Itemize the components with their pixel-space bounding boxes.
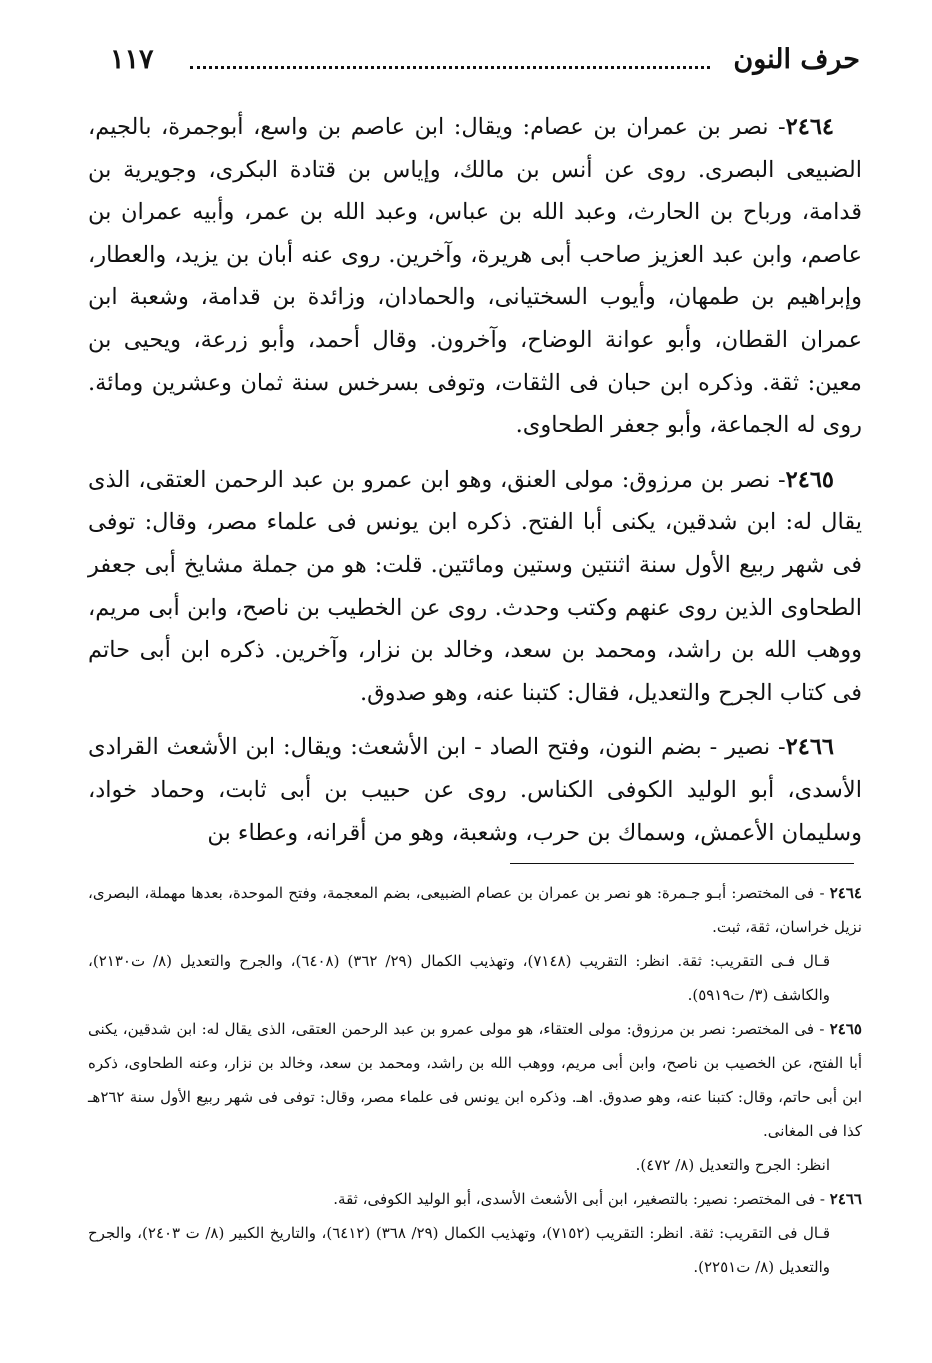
footnote-text: قـال فـى التقريب: ثقة. انظر: التقريب (٧١٤٨)، وتهذيب الكمال (٢٩/ ٣٦٢) (٦٤٠٨)، والجرح والتعديل (٨/ ت٢١٣٠)، والكاشف (٣/ ت٥٩١٩). <box>88 952 831 1004</box>
entry-2465 <box>88 459 862 715</box>
footnote-2465 <box>88 1012 862 1148</box>
main-text <box>88 106 862 866</box>
footnote-2464 <box>88 876 862 944</box>
chapter-title: حرف النون <box>733 44 860 75</box>
entry-number: ٢٤٦٥ <box>785 466 834 493</box>
footnote-2466-refs <box>88 1216 862 1284</box>
footnotes <box>88 876 862 1284</box>
entry-number: ٢٤٦٤ <box>785 114 834 140</box>
footnote-text: انظر: الجرح والتعديل (٨/ ٤٧٢). <box>635 1156 830 1174</box>
entry-number: ٢٤٦٦ <box>785 734 834 761</box>
footnote-number: ٢٤٦٤ <box>829 884 862 902</box>
dotted-leader <box>190 66 710 69</box>
footnote-2466 <box>88 1182 862 1216</box>
footnote-number: ٢٤٦٦ <box>829 1190 862 1208</box>
entry-text: - نصر بن عمران بن عصام: ويقال: ابن عاصم بن واسع، أبوجمرة، بالجيم، الضبيعى البصرى. روى عن أنس بن مالك، وإياس بن قتادة البكرى، وجويرية بن قدامة، ورباح بن الحارث، وعبد الله بن عباس، وعبد الله بن عمر، وأبيه عمران بن عاصم، وابن عبد العزيز صاحب أبى هريرة، وآخرين. روى عنه أبان بن يزيد، والعطار، وإبراهيم بن طمهان، وأيوب السختيانى، والحمادان، وزائدة بن قدامة، وشعبة ابن عمران القطان، وأبو عوانة الوضاح، وآخرون. وقال أحمد، وأبو زرعة، ويحيى بن معين: ثقة. وذكره ابن حبان فى الثقات، وتوفى بسرخس سنة ثمان وعشرين ومائة. روى له الجماعة، وأبو جعفر الطحاوى. <box>88 114 862 439</box>
footnote-2464-refs <box>88 944 862 1012</box>
footnote-number: ٢٤٦٥ <box>829 1020 862 1038</box>
page-number: ١١٧ <box>110 44 154 75</box>
entry-2464 <box>88 106 862 447</box>
footnote-separator <box>510 863 854 864</box>
entry-text: - نصر بن مرزوق: مولى العنق، وهو ابن عمرو بن عبد الرحمن العتقى، الذى يقال له: ابن شدقين، يكنى أبا الفتح. ذكره ابن يونس فى علماء مصر، وقال: توفى فى شهر ربيع الأول سنة اثنتين وستين ومائتين. قلت: هو من جملة مشايخ أبى جعفر الطحاوى الذين روى عنهم وكتب وحدث. روى عن الخطيب بن ناصح، وابن أبى مريم، ووهب الله بن راشد، ومحمد بن سعد، وخالد بن نزار، وآخرين. ذكره ابن أبى حاتم فى كتاب الجرح والتعديل، فقال: كتبنا عنه، وهو صدوق. <box>88 466 862 706</box>
running-header <box>110 44 860 84</box>
footnote-text: - فى المختصر: نصر بن مرزوق: مولى العتقاء، هو مولى عمرو بن عبد الرحمن العتقى، الذى يقال له: ابن شدقين، يكنى أبا الفتح، عن الخصيب بن ناصح، وابن أبى مريم، ووهب الله بن راشد، ومحمد بن سعد، وخالد بن نزار، وعنه الطحاوى، ذكره ابن أبى حاتم، وقال: كتبنا عنه، وهو صدوق. اهـ. وذكره ابن يونس فى علماء مصر، وقال: توفى فى شهر ربيع الأول سنة ٢٦٢هـ كذا فى المغانى. <box>88 1020 862 1140</box>
footnote-text: قـال فى التقريب: ثقة. انظر: التقريب (٧١٥٢)، وتهذيب الكمال (٢٩/ ٣٦٨) (٦٤١٢)، والتاريخ الكبير (٨/ ت ٢٤٠٣)، والجرح والتعديل (٨/ ت٢٢٥١). <box>88 1224 830 1276</box>
footnote-text: - فى المختصر: أبـو جـمرة: هو نصر بن عمران بن عصام الضبيعى، بضم المعجمة، وفتح الموحدة، بعدها مهملة، البصرى، نزيل خراسان، ثقة، ثبت. <box>88 884 862 936</box>
entry-2466 <box>88 726 862 854</box>
footnote-2465-refs <box>88 1148 862 1182</box>
footnote-text: - فى المختصر: نصير: بالتصغير، ابن أبى الأشعث الأسدى، أبو الوليد الكوفى، ثقة. <box>333 1190 825 1208</box>
entry-text: - نصير - بضم النون، وفتح الصاد - ابن الأشعث: ويقال: ابن الأشعث القرادى الأسدى، أبو الوليد الكوفى الكناس. روى عن حبيب بن أبى ثابت، وحماد خواد، وسليمان الأعمش، وسماك بن حرب، وشعبة، وهو من أقرانه، وعطاء بن <box>88 734 862 846</box>
